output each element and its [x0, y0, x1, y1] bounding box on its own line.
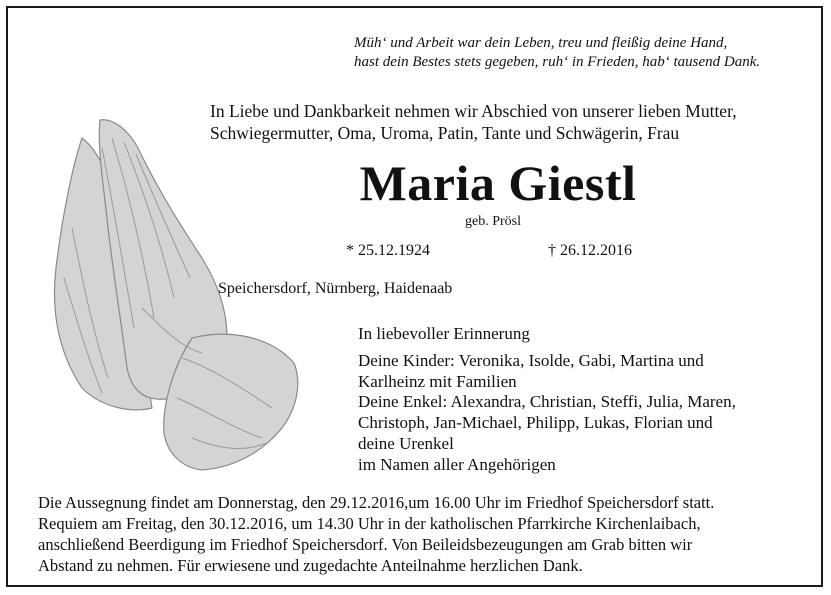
birth-date: * 25.12.1924 — [346, 242, 430, 259]
deceased-name: Maria Giestl — [359, 155, 637, 211]
maiden-name: geb. Prösl — [465, 214, 521, 229]
mourner-line: Deine Kinder: Veronika, Isolde, Gabi, Martina und — [358, 350, 704, 370]
places: Speichersdorf, Nürnberg, Haidenaab — [218, 280, 453, 297]
mourner-line: Deine Enkel: Alexandra, Christian, Steffi, Julia, Maren, — [358, 392, 736, 412]
obituary-notice — [6, 6, 823, 587]
mourner-line: im Namen aller Angehörigen — [358, 454, 556, 474]
mourner-line: Christoph, Jan-Michael, Philipp, Lukas, Florian und — [358, 413, 713, 433]
mourner-line: deine Urenkel — [358, 433, 454, 453]
funeral-details — [38, 492, 818, 576]
memorial-poem — [354, 34, 824, 72]
mourner-line: In liebevoller Erinnerung — [358, 324, 530, 343]
poem-line: hast dein Bestes stets gegeben, ruh‘ in Frieden, hab‘ tausend Dank. — [354, 54, 761, 70]
footer-line: Die Aussegnung findet am Donnerstag, den 29.12.2016,um 16.00 Uhr im Friedhof Speichersdorf statt. — [38, 493, 715, 512]
footer-line: anschließend Beerdigung im Friedhof Speichersdorf. Von Beileidsbezeugungen am Grab bitten wir — [38, 535, 693, 554]
poem-line: Müh‘ und Arbeit war dein Leben, treu und fleißig deine Hand, — [354, 35, 728, 51]
footer-line: Abstand zu nehmen. Für erwiesene und zugedachte Anteilnahme herzlichen Dank. — [38, 556, 583, 575]
mourners-list — [358, 324, 788, 476]
intro-line: Schwiegermutter, Oma, Uroma, Patin, Tante und Schwägerin, Frau — [210, 123, 680, 143]
intro-line: In Liebe und Dankbarkeit nehmen wir Abschied von unserer lieben Mutter, — [210, 101, 737, 121]
footer-line: Requiem am Freitag, den 30.12.2016, um 14.30 Uhr in der katholischen Pfarrkirche Kirchenlaibach, — [38, 514, 701, 533]
mourner-line: Karlheinz mit Familien — [358, 371, 517, 391]
death-date: † 26.12.2016 — [548, 242, 632, 259]
farewell-intro — [210, 100, 820, 144]
